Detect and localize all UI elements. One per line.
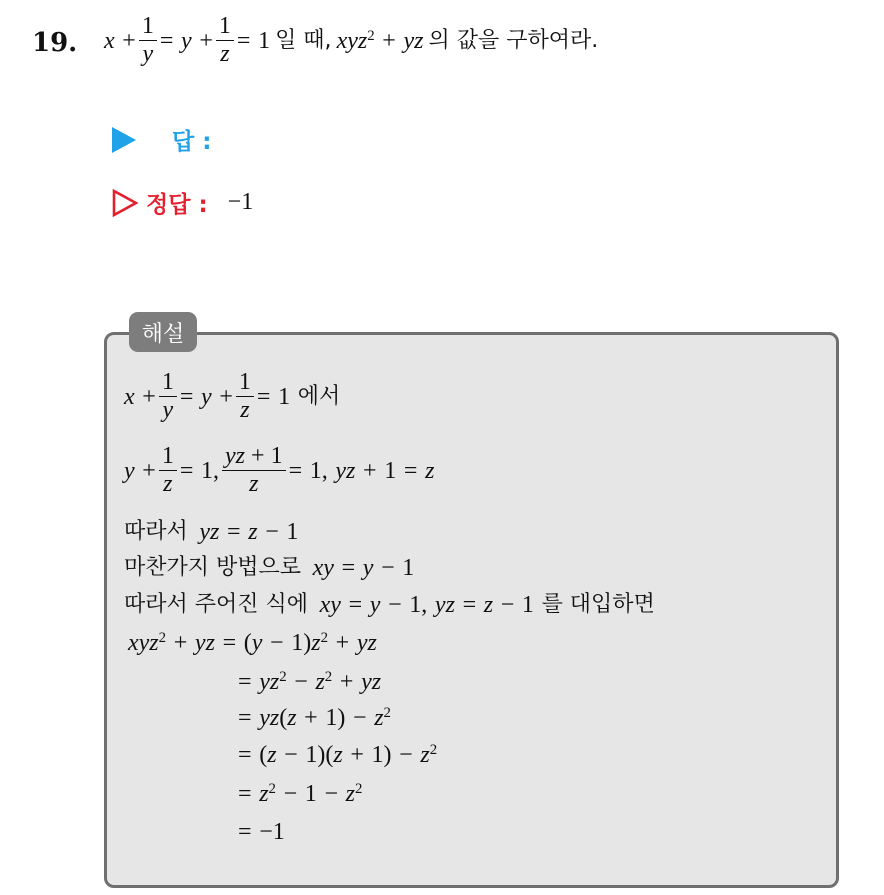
problem-statement: x + $\frac{1}{y}$ = y + $\frac{1}{z}$ = 1 일 때, xyz$^2$ + yz 의 값을 구하여라. xyxy=(104,13,599,68)
solution-line-1: x + $\frac{1}{y}$ = y + $\frac{1}{z}$ = 1 에서 xyxy=(124,369,341,424)
problem-word-value: 의 값을 구하여라. xyxy=(428,27,599,53)
solution-line-3: 따라서 yz = z − 1 xyxy=(124,519,299,545)
solution-line-8: = yz ( z + 1) − $z^2$ xyxy=(238,704,391,731)
solution-word-therefore: 따라서 xyxy=(124,519,188,544)
solution-word-substitute: 를 대입하면 xyxy=(541,592,655,617)
answer-row[interactable] xyxy=(112,123,211,156)
solution-line-4: 마찬가지 방법으로 xy = y − 1 xyxy=(124,555,415,581)
solution-line-9: = ( z − 1)( z + 1) − $z^2$ xyxy=(238,741,438,768)
problem-word-when: 일 때, xyxy=(275,27,332,53)
problem-number: 19. xyxy=(32,28,78,58)
play-arrow-icon xyxy=(112,127,136,153)
correct-answer-row xyxy=(112,186,253,219)
answer-label: 답 : xyxy=(172,129,212,155)
solution-tab: 해설 xyxy=(129,312,197,352)
solution-line-5: 따라서 주어진 식에 xy = y − 1, yz = z − 1 를 대입하면 xyxy=(124,592,655,618)
correct-answer-value: −1 xyxy=(227,189,254,215)
solution-word-likewise: 마찬가지 방법으로 xyxy=(124,555,302,580)
solution-word-therefore-given: 따라서 주어진 식에 xyxy=(124,592,309,617)
solution-line-6: xyz$^2$ + yz = ( y − 1) $z^2$ + yz xyxy=(128,629,377,656)
solution-line-11: = −1 xyxy=(238,819,285,845)
solution-line-7: = $yz^2$ − $z^2$ + yz xyxy=(238,668,382,695)
solution-line-10: = $z^2$ − 1 − $z^2$ xyxy=(238,780,363,807)
solution-line-2: y + $\frac{1}{z}$ = 1, $\frac{yz + 1}{z}$ = 1, yz + 1 = z xyxy=(124,443,435,498)
solution-word-from: 에서 xyxy=(297,383,341,409)
outline-arrow-icon xyxy=(112,189,138,217)
correct-answer-label: 정답 : xyxy=(146,192,208,218)
